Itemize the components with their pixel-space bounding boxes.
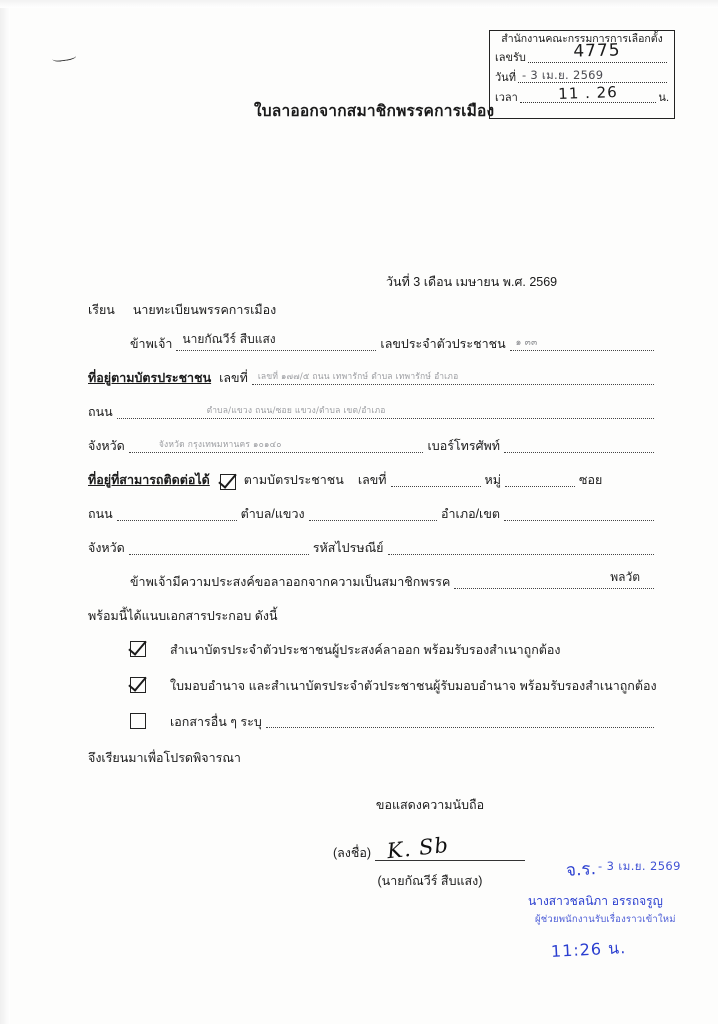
contact-zip-label: รหัสไปรษณีย์ <box>312 541 384 555</box>
id-province-field <box>129 438 424 453</box>
stamp-time-suffix: น. <box>658 92 669 105</box>
attachment-label-2: ใบมอบอำนาจ และสำเนาบัตรประจำตัวประชาชนผู้รับมอบอำนาจ พร้อมรับรองสำเนาถูกต้อง <box>170 679 657 693</box>
attachment-item-2[interactable] <box>88 676 658 696</box>
stamp-time-value: 11 . 26 <box>558 83 619 104</box>
addressee-value: นายทะเบียนพรรคการเมือง <box>132 303 277 317</box>
id-address-label: ที่อยู่ตามบัตรประชาชน <box>88 371 212 385</box>
contact-province-field <box>129 540 309 555</box>
attachment-label-1: สำเนาบัตรประจำตัวประชาชนผู้ประสงค์ลาออก พร้อมรับรองสำเนาถูกต้อง <box>170 643 561 657</box>
officer-time: 11:26 น. <box>550 938 627 961</box>
officer-date: - 3 เม.ย. 2569 <box>598 859 681 873</box>
attachment-checkbox-2[interactable] <box>130 677 146 693</box>
officer-role: ผู้ช่วยพนักงานรับเรื่องราวเข้าใหม่ <box>535 914 676 925</box>
contact-street-row <box>88 504 658 524</box>
phone-label: เบอร์โทรศัพท์ <box>427 439 500 453</box>
contact-street-field <box>117 506 237 521</box>
applicant-name-row <box>88 334 658 354</box>
contact-tambon-field <box>309 506 437 521</box>
attachment-checkbox-1[interactable] <box>130 641 146 657</box>
form-body <box>88 300 658 782</box>
addressee-label: เรียน <box>88 303 115 317</box>
stamp-time-label: เวลา <box>495 92 518 105</box>
applicant-name-value: นายกัณวีร์ สืบแสง <box>182 332 276 346</box>
contact-amphoe-field <box>504 506 654 521</box>
stamp-date-value: - 3 เม.ย. 2569 <box>521 67 604 82</box>
id-province-row <box>88 436 658 456</box>
contact-no-field <box>391 472 481 487</box>
stamp-receipt-label: เลขรับ <box>495 52 526 65</box>
contact-moo-field <box>505 472 575 487</box>
id-address-row <box>88 368 658 388</box>
id-province-label: จังหวัด <box>88 439 125 453</box>
id-street-value: ตำบล/แขวง ถนน/ซอย แขวง/ตำบล เขต/อำเภอ <box>206 406 386 416</box>
officer-name: นางสาวชลนิภา อรรถจรูญ <box>528 894 663 908</box>
contact-address-label: ที่อยู่ที่สามารถติดต่อได้ <box>88 473 210 487</box>
contact-same-as-id-label: ตามบัตรประชาชน <box>243 473 344 487</box>
contact-same-as-id-checkbox[interactable] <box>220 474 236 490</box>
id-province-value: จังหวัด กรุงเทพมหานคร ๑๐๑๔๐ <box>158 440 282 450</box>
attachment-item-3[interactable] <box>88 712 658 732</box>
party-name-field <box>454 570 654 589</box>
receipt-stamp-box <box>489 30 675 119</box>
contact-street-label: ถนน <box>88 507 113 521</box>
id-street-field <box>117 404 654 419</box>
signature-block <box>300 795 560 891</box>
intent-row <box>88 572 658 592</box>
contact-moo-label: หมู่ <box>484 473 502 487</box>
contact-soi-label: ซอย <box>579 473 603 487</box>
contact-no-label: เลขที่ <box>357 473 387 487</box>
attachment-other-field <box>266 713 654 728</box>
signature-printed-name: (นายกัณวีร์ สืบแสง) <box>377 874 483 888</box>
stamp-time-line <box>520 83 657 104</box>
signature-line <box>375 832 525 864</box>
id-address-no-field <box>252 370 654 385</box>
document-date: วันที่ 3 เดือน เมษายน พ.ศ. 2569 <box>386 275 558 289</box>
party-name-value: พลวัต <box>610 570 640 584</box>
phone-field <box>504 438 654 453</box>
stamp-time-row <box>495 83 669 105</box>
pen-mark <box>51 50 76 62</box>
officer-initial-mark: จ.ร. <box>565 858 597 882</box>
stamp-date-row <box>495 67 669 85</box>
signature-row <box>300 832 560 864</box>
stamp-office-name: สำนักงานคณะกรรมการการเลือกตั้ง <box>501 33 663 45</box>
contact-amphoe-label: อำเภอ/เขต <box>441 507 500 521</box>
national-id-field <box>510 336 654 351</box>
contact-address-row <box>88 470 658 490</box>
closing-text: จึงเรียนมาเพื่อโปรดพิจารณา <box>88 751 241 765</box>
scan-edge-left <box>0 0 10 1024</box>
addressee-row <box>88 300 658 320</box>
id-street-label: ถนน <box>88 405 113 419</box>
applicant-label: ข้าพเจ้า <box>130 337 173 351</box>
stamp-receipt-row <box>495 40 669 65</box>
attachments-heading: พร้อมนี้ได้แนบเอกสารประกอบ ดังนี้ <box>88 609 278 623</box>
national-id-value: ๑ ๓๓ <box>515 338 538 348</box>
stamp-receipt-line <box>528 40 667 63</box>
applicant-name-field <box>176 332 376 351</box>
attachment-item-1[interactable] <box>88 640 658 660</box>
attachment-label-3: เอกสารอื่น ๆ ระบุ <box>170 715 262 729</box>
stamp-receipt-value: 4775 <box>573 40 622 62</box>
contact-zip-field <box>388 540 655 555</box>
contact-province-label: จังหวัด <box>88 541 125 555</box>
intent-text: ข้าพเจ้ามีความประสงค์ขอลาออกจากความเป็นสมาชิกพรรค <box>130 575 451 589</box>
attachment-checkbox-3[interactable] <box>130 713 146 729</box>
stamp-date-label: วันที่ <box>495 72 516 85</box>
id-street-row <box>88 402 658 422</box>
scan-edge-top <box>0 0 718 8</box>
respect-text: ขอแสดงความนับถือ <box>375 798 485 812</box>
contact-province-row <box>88 538 658 558</box>
document-title: ใบลาออกจากสมาชิกพรรคการเมือง <box>254 103 495 120</box>
handwritten-signature: K. Sb <box>385 832 451 864</box>
id-address-no-label: เลขที่ <box>219 371 248 385</box>
stamp-date-line <box>518 67 667 83</box>
contact-tambon-label: ตำบล/แขวง <box>240 507 305 521</box>
signature-label: (ลงชื่อ) <box>332 846 372 860</box>
id-address-no-value: เลขที่ ๑๗๗/๕ ถนน เทพารักษ์ ตำบล เทพารักษ์ อำเภอ <box>257 372 459 382</box>
national-id-label: เลขประจำตัวประชาชน <box>380 337 506 351</box>
